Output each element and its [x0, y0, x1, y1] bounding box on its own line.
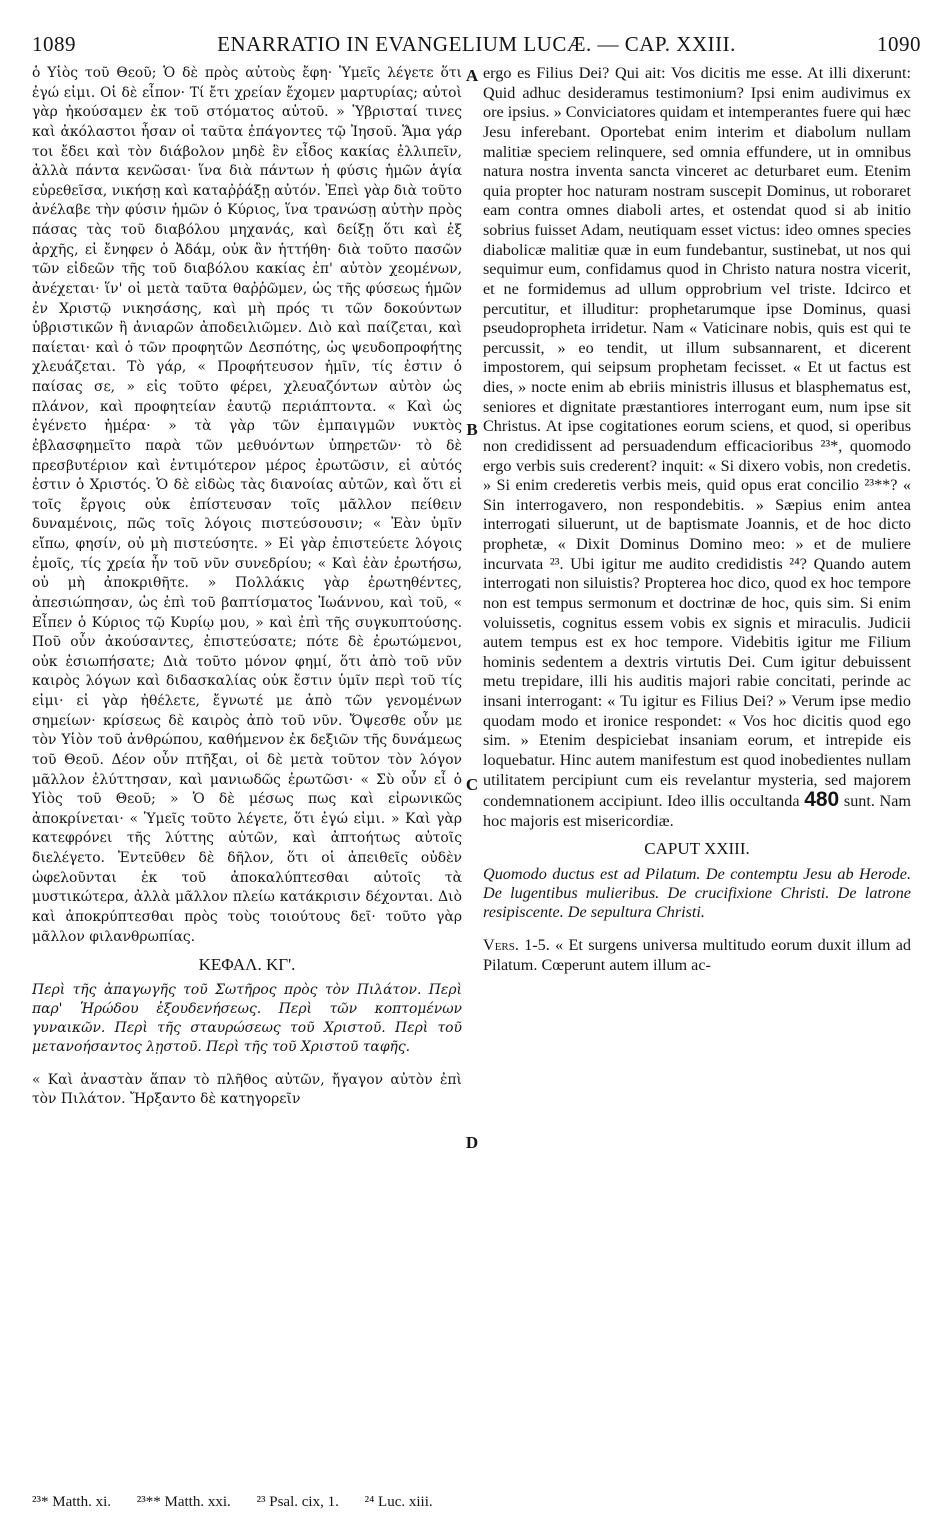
margin-letter-d: D — [465, 1133, 479, 1152]
latin-commentary — [483, 64, 911, 831]
footnote: ²³ Psal. cix, 1. — [256, 1494, 339, 1510]
latin-commentary-text: ergo es Filius Dei? Qui ait: Vos dicitis me esse. At illi dixerunt: Quid adhuc desideramus testimonium? Ipsi enim audivimus ex ore ipsius. » Conviciatores quidam et intemperantes fuere qui hæc Jesu inferebant. Oportebat enim interim et diabolum nullam malitiæ speciem relinquere, sed omnia effundere, ut in omnibus natura nostra inventa sancta vinceret ac deturbaret eum. Etenim quia propter hoc naturam nostram suscepit Dominus, ut roboraret eam contra omnes diaboli artes, et ostendat quod si ab initio sobrius fuisset Adam, neutiquam esset victus: ideo omnes species diabolicæ malitiæ quæ in eum fundebantur, sustinebat, ut nos qui sequimur eum, confidamus quod in Christo natura nostra vicerit, et ne formidemus ad ullum opprobrium vel triste. Idcirco et percutitur, et illuditur: prophetarumque ipse Dominus, quasi pseudopropheta irridetur. Nam « Vaticinare nobis, quis est qui te percussit, » eo tendit, ut illum subsannarent, et dicerent impostorem, qui seipsum prophetam fecisset. « Et ut factus est dies, » nocte enim ab ebriis ministris illusus et blasphematus est, seniores et dignitate præstantiores interrogant eum, num ipse sit Christus. At ipse cogitationes eorum sciens, et quod, si operibus non credidissent ad persuadendum efficacioribus ²³*, quomodo ergo verbis suis crederent? inquit: « Si dixero vobis, non credetis. » Si enim crederetis verbis meis, quid opus erat concilio ²³**? « Sin interrogavero, non respondebitis. » Sæpius enim antea interrogati siluerunt, ut de baptismate Joannis, et de hoc dicto prophetæ, « Dixit Dominus Domino meo: » et de muliere incurvata ²³. Ubi igitur me audito credidistis ²⁴? Quando autem interrogati non siluistis? Propterea hoc dico, quod ex hoc tempore non est tempus sermonum et doctrinæ de hoc, quis sim. Si enim voluissetis, cognitus essem vobis ex signis et miraculis. Judicii autem tempus est ex hoc tempore. Videbitis igitur me Filium hominis sedentem a dextris virtutis Dei. Cum igitur debuissent metu trepidare, illi his auditis majori rabie concitati, perinde ac insani interrogant: « Tu igitur es Filius Dei? » Verum ipse medio quodam modo et ironice respondet: « Vos hoc dicitis quod ego sim. » Etenim despiciebat insaniam eorum, et intrepide eis loquebatur. Hinc autem manifestum est quod inobedientes nullam utilitatem percipiunt cum eis revelantur mysteria, sed majorem condemnationem accipiunt. Ideo illis occultanda — [483, 64, 911, 811]
latin-commentary-end: sunt. Nam hoc majoris est misericordiæ. — [483, 792, 912, 830]
footnote: ²³* Matth. xi. — [32, 1494, 111, 1510]
latin-column — [483, 64, 911, 975]
greek-commentary: ὁ Υἱὸς τοῦ Θεοῦ; Ὁ δὲ πρὸς αὐτοὺς ἔφη· Ὑμεῖς λέγετε ὅτι ἐγώ εἰμι. Οἱ δὲ εἶπον· Τί ἔτι χρείαν ἔχομεν μαρτυρίας; αὐτοὶ γὰρ ἠκούσαμεν ἐκ τοῦ στόματος αὐτοῦ. » Ὑβρισταί τινες καὶ ἀκόλαστοι ἦσαν οἱ ταῦτα ἐπάγοντες τῷ Ἰησοῦ. Ἅμα γάρ τοι ἔδει καὶ τὸν διάβολον μηδὲ ἓν εἶδος κακίας ἐλλιπεῖν, ἀλλὰ πάντα κενῶσαι· ἵνα διὰ πάντων ἡ φύσις ἡμῶν ἁγία εὑρεθεῖσα, νικήσῃ καὶ καταῤῥάξῃ αὐτόν. Ἐπεὶ γὰρ διὰ τοῦτο ἀνέλαβε τὴν φύσιν ἡμῶν ὁ Κύριος, ἵνα τρανώσῃ αὐτὴν πρὸς πάσας τὰς τοῦ διαβόλου μηχανάς, καὶ δείξῃ ὅτι καὶ ἐξ ἀρχῆς, εἰ ἔνηφεν ὁ Ἀδάμ, οὐκ ἂν ἡττήθη· διὰ τοῦτο πασῶν τῶν εἰδεῶν τῆς τοῦ διαβόλου κακίας ἐπ' αὐτὸν χεομένων, ἀνέχεται· ἵν' οἱ μετὰ ταῦτα θαῤῥῶμεν, ὡς τῆς φύσεως ἡμῶν ἐν Χριστῷ νικησάσης, καὶ μὴ πρός τι τῶν δοκούντων ὑβριστικῶν ἢ ἀνιαρῶν ἀποδειλιῶμεν. Διὸ καὶ παίζεται, καὶ παίεται· καὶ ὁ τῶν προφητῶν Δεσπότης, ὡς ψευδοπροφήτης χλευάζεται. Τὸ γάρ, « Προφήτευσον ἡμῖν, τίς ἐστιν ὁ παίσας σε, » εἰς τοῦτο φέρει, χλευαζόντων αὐτὸν ὡς πλάνον, καὶ προφητείαν ἑαυτῷ περιάπτοντα. « Καὶ ὡς ἐγένετο ἡμέρα· » τὰ γὰρ τῶν ἐμπαιγμῶν νυκτὸς ἐβλασφημεῖτο παρὰ τῶν μεθυόντων ὑπηρετῶν· τὸ δὲ πρεσβυτέριον καὶ ἐντιμότερον μέρος ἐρωτῶσιν, εἰ αὐτός ἐστιν ὁ Χριστός. Ὁ δὲ εἰδὼς τὰς διανοίας αὐτῶν, καὶ ὅτι εἰ τοῖς ἔργοις οὐκ ἐπίστευσαν τοῖς μᾶλλον πείθειν δυναμένοις, πῶς τοῖς λόγοις πιστεύσουσιν; « Ἐὰν ὑμῖν εἴπω, φησίν, οὐ μὴ πιστεύσητε. » Εἰ γὰρ ἐπιστεύετε λόγοις ἐμοῖς, τίς χρεία ἦν τοῦ νῦν συνεδρίου; « Καὶ ἐὰν ἐρωτήσω, οὐ μὴ ἀποκριθῆτε. » Πολλάκις γὰρ ἐρωτηθέντες, ἀπεσιώπησαν, ὡς ἐπὶ τοῦ βαπτίσματος Ἰωάννου, καὶ τοῦ, « Εἶπεν ὁ Κύριος τῷ Κυρίῳ μου, » καὶ ἐπὶ τῆς συγκυπτούσης. Ποῦ οὖν ἀκούσαντες, ἐπιστεύσατε; πότε δὲ ἐρωτώμενοι, οὐκ ἐσιωπήσατε; Διὰ τοῦτο μόνον φημί, ὅτι ἀπὸ τοῦ νῦν καιρὸς λόγων καὶ διδασκαλίας οὐκ ἔστιν ὑμῖν περὶ τοῦ τίς εἰμι· εἰ γὰρ ἠθέλετε, ἔγνωτέ με ἀπὸ τῶν γενομένων σημείων· κρίσεως δὲ καιρὸς ἀπὸ τοῦ νῦν. Ὄψεσθε οὖν με τὸν Υἱὸν τοῦ ἀνθρώπου, καθήμενον ἐκ δεξιῶν τῆς δυνάμεως τοῦ Θεοῦ. Δέον οὖν πτῆξαι, οἱ δὲ μετὰ τοῦτον τὸν λόγον μᾶλλον ἐλύττησαν, καὶ μανιωδῶς ἐρωτῶσι· « Σὺ οὖν εἶ ὁ Υἱὸς τοῦ Θεοῦ; » Ὁ δὲ μέσως πως καὶ εἰρωνικῶς ἀποκρίνεται· « Ὑμεῖς τοῦτο λέγετε, ὅτι ἐγώ εἰμι. » Καὶ γὰρ κατεφρόνει τῆς λύττης αὐτῶν, καὶ ἀπτοήτως αὐτοῖς διελέγετο. Ἐντεῦθεν δὲ δῆλον, ὅτι οἱ ἀπειθεῖς οὐδὲν ὠφελοῦνται ἐκ τοῦ ἀποκαλύπτεσθαι αὐτοῖς τὰ μυστικώτερα, ἀλλὰ μᾶλλον πλείω κατάκρισιν δέχονται. Διὸ καὶ ἀποκρύπτεσθαι πρὸς τοὺς τοιούτους δεῖ· τοῦτο γὰρ μᾶλλον φιλανθρωπίας. — [32, 65, 462, 945]
latin-chapter-summary: Quomodo ductus est ad Pilatum. De contemptu Jesu ab Herode. De lugentibus mulieribus. De crucifixione Christi. De latrone resipiscente. De sepultura Christi. — [483, 865, 911, 921]
page-marker-badge: 480 — [804, 788, 840, 812]
greek-chapter-summary: Περὶ τῆς ἀπαγωγῆς τοῦ Σωτῆρος πρὸς τὸν Πιλάτον. Περὶ παρ' Ἡρώδου ἐξουδενήσεως. Περὶ τῶν κοπτομένων γυναικῶν. Περὶ τῆς σταυρώσεως τοῦ Χριστοῦ. Περὶ τοῦ μετανοήσαντος λῃστοῦ. Περὶ τῆς τοῦ Χριστοῦ ταφῆς. — [32, 981, 462, 1055]
latin-verse-start: « Et surgens universa multitudo eorum duxit illum ad Pilatum. Cœperunt autem illum ac- — [483, 936, 911, 974]
margin-letter-a: A — [465, 66, 479, 85]
page-number-left: 1089 — [32, 32, 76, 56]
page-number-right: 1090 — [877, 32, 921, 56]
footnote: ²⁴ Luc. xiii. — [364, 1494, 433, 1510]
greek-verse-start: « Καὶ ἀναστὰν ἅπαν τὸ πλῆθος αὐτῶν, ἤγαγον αὐτὸν ἐπὶ τὸν Πιλάτον. Ἤρξαντο δὲ κατηγορεῖν — [32, 1071, 462, 1108]
latin-verse — [483, 936, 911, 975]
greek-chapter-heading: ΚΕΦΑΛ. ΚΓ'. — [198, 955, 296, 975]
margin-letter-c: C — [465, 775, 479, 794]
latin-chapter-heading: CAPUT XXIII. — [644, 839, 750, 859]
margin-letter-b: B — [466, 420, 478, 439]
greek-column — [32, 64, 462, 1110]
running-title: ENARRATIO IN EVANGELIUM LUCÆ. — CAP. XXIII. — [217, 32, 736, 56]
footnotes — [32, 1494, 912, 1511]
running-header — [32, 32, 921, 62]
footnote: ²³** Matth. xxi. — [136, 1494, 231, 1510]
verse-label: Vers. 1-5. — [483, 936, 550, 954]
